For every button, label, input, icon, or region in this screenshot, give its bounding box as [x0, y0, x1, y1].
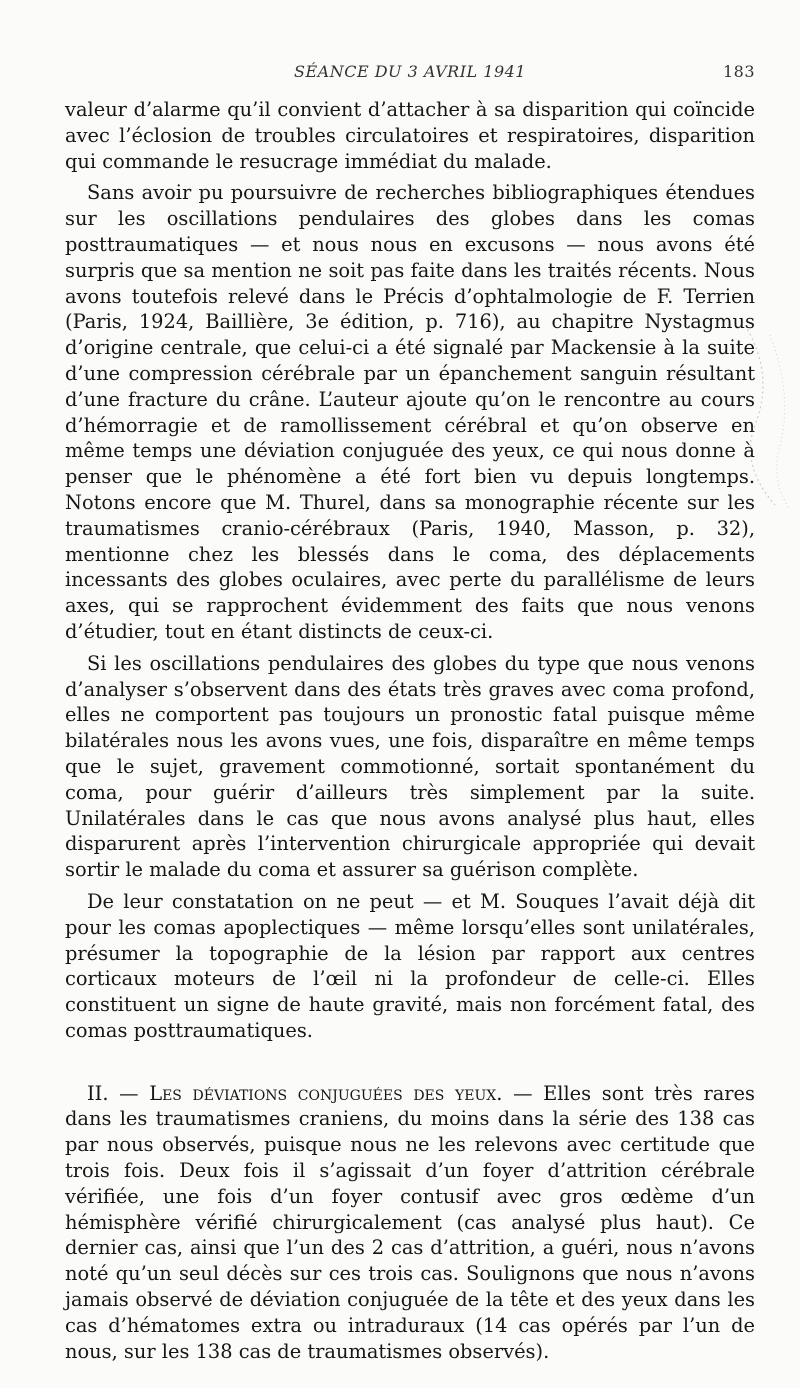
- document-page: [65, 0, 755, 1388]
- section-text: — Elles sont très rares dans les traumatismes craniens, du moins dans la série des 138 cas par nous observés, puisque nous ne les relevons avec certitude que trois fois. Deux fois il s’agissait d’un foyer d’attrition cérébrale vérifiée, une fois d’un foyer contusif avec gros œdème d’un hémisphère vérifié chirurgicalement (cas analysé plus haut). Ce dernier cas, ainsi que l’un des 2 cas d’attrition, a guéri, nous n’avons noté qu’un seul décès sur ces trois cas. Soulignons que nous n’avons jamais observé de déviation conjuguée de la tête et des yeux dans les cas d’hématomes extra ou intraduraux (14 cas opérés par l’un de nous, sur les 138 cas de traumatismes observés).: [65, 1081, 755, 1363]
- section-heading: Les déviations conjuguées des yeux.: [149, 1081, 503, 1105]
- library-stamp-icon: [735, 315, 797, 515]
- paragraph-3: Si les oscillations pendulaires des globes du type que nous venons d’analyser s’observent dans des états très graves avec coma profond, elles ne comportent pas toujours un pronostic fatal puisque même bilatérales nous les avons vues, une fois, disparaître en même temps que le sujet, gravement commotionné, sortait spontanément du coma, pour guérir d’ailleurs très simplement par la suite. Unilatérales dans le cas que nous avons analysé plus haut, elles disparurent après l’intervention chirurgicale appropriée qui devait sortir le malade du coma et assurer sa guérison complète.: [65, 651, 755, 882]
- paragraph-2: Sans avoir pu poursuivre de recherches bibliographiques étendues sur les oscillations pendulaires des globes dans les comas posttraumatiques — et nous nous en excusons — nous avons été surpris que sa mention ne soit pas faite dans les traités récents. Nous avons toutefois relevé dans le Précis d’ophtalmologie de F. Terrien (Paris, 1924, Baillière, 3e édition, p. 716), au chapitre Nystagmus d’origine centrale, que celui-ci a été signalé par Mackensie à la suite d’une compression cérébrale par un épanchement sanguin résultant d’une fracture du crâne. L’auteur ajoute qu’on le rencontre au cours d’hémorragie et de ramollissement cérébral et qu’on observe en même temps une déviation conjuguée des yeux, ce qui nous donne à penser que le phénomène a été fort bien vu depuis longtemps. Notons encore que M. Thurel, dans sa monographie récente sur les traumatismes cranio-cérébraux (Paris, 1940, Masson, p. 32), mentionne chez les blessés dans le coma, des déplacements incessants des globes oculaires, avec perte du parallélisme de leurs axes, qui se rapprochent évidemment des faits que nous venons d’étudier, tout en étant distincts de ceux-ci.: [65, 181, 755, 643]
- section-ii-paragraph: [65, 1081, 755, 1365]
- section-number: II. —: [87, 1081, 139, 1105]
- paragraph-1: valeur d’alarme qu’il convient d’attacher à sa disparition qui coïncide avec l’éclosion de troubles circulatoires et respiratoires, disparition qui commande le resucrage immédiat du malade.: [65, 98, 755, 173]
- running-head: [65, 62, 755, 86]
- running-title: SÉANCE DU 3 AVRIL 1941: [294, 62, 526, 81]
- page-number: 183: [722, 62, 755, 81]
- paragraph-4: De leur constatation on ne peut — et M. Souques l’avait déjà dit pour les comas apoplectiques — même lorsqu’elles sont unilatérales, présumer la topographie de la lésion par rapport aux centres corticaux moteurs de l’œil ni la profondeur de celle-ci. Elles constituent un signe de haute gravité, mais non forcément fatal, des comas posttraumatiques.: [65, 889, 755, 1042]
- body-text: [65, 97, 755, 1364]
